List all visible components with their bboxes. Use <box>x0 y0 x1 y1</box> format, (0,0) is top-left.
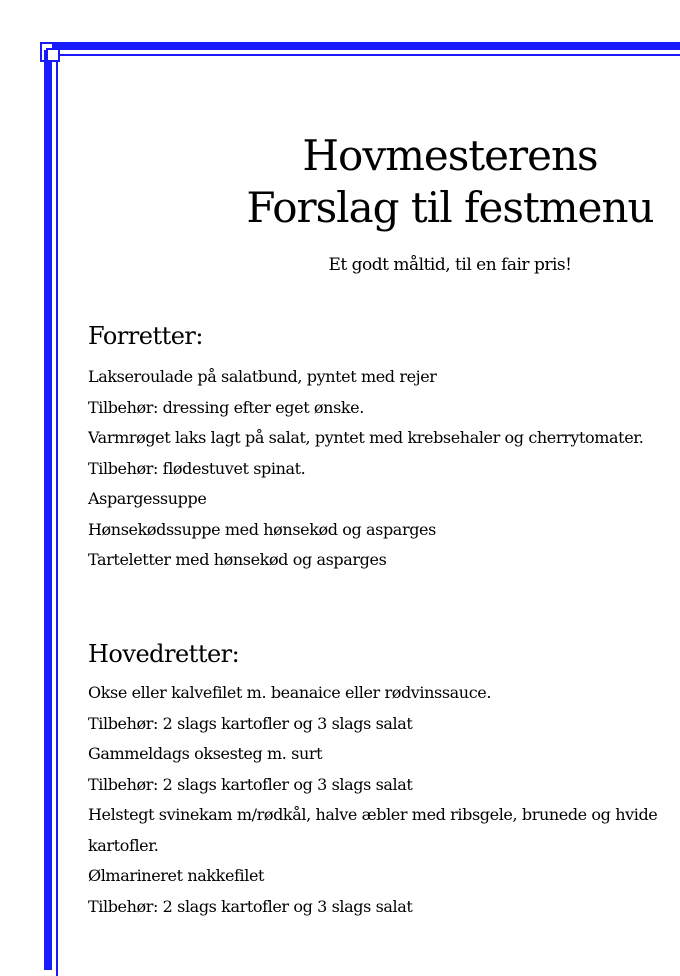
forretter-list <box>88 362 680 576</box>
page-border-top-inner <box>58 54 680 56</box>
list-item: kartofler. <box>88 835 159 855</box>
list-item: Tilbehør: dressing efter eget ønske. <box>88 397 364 417</box>
list-item: Varmrøget laks lagt på salat, pyntet med krebsehaler og cherrytomater. <box>88 428 644 447</box>
page-border-top <box>52 42 680 50</box>
hovedretter-list <box>88 678 680 922</box>
list-item: Aspargessuppe <box>88 489 207 508</box>
title-line-1: Hovmesterens <box>302 131 598 180</box>
list-item: Tilbehør: 2 slags kartofler og 3 slags salat <box>88 774 413 794</box>
page-subtitle: Et godt måltid, til en fair pris! <box>328 255 572 275</box>
list-item: Tilbehør: flødestuvet spinat. <box>88 458 306 478</box>
list-item: Tilbehør: 2 slags kartofler og 3 slags salat <box>88 896 413 916</box>
list-item: Helstegt svinekam m/rødkål, halve æbler med ribsgele, brunede og hvide <box>88 805 658 824</box>
list-item: Lakseroulade på salatbund, pyntet med rejer <box>88 367 437 386</box>
list-item: Gammeldags oksesteg m. surt <box>88 744 323 763</box>
page-border-left <box>44 50 52 970</box>
list-item: Hønsekødssuppe med hønsekød og asparges <box>88 519 436 539</box>
page-border-left-inner <box>56 56 58 976</box>
list-item: Ølmarineret nakkefilet <box>88 866 265 885</box>
list-item: Tilbehør: 2 slags kartofler og 3 slags salat <box>88 713 413 733</box>
title-line-2: Forslag til festmenu <box>246 183 654 232</box>
page-title <box>210 130 680 234</box>
border-corner-ornament-inner <box>46 48 60 62</box>
list-item: Okse eller kalvefilet m. beanaice eller rødvinssauce. <box>88 683 492 702</box>
list-item: Tarteletter med hønsekød og asparges <box>88 550 387 569</box>
section-heading-hovedretter: Hovedretter: <box>88 640 240 668</box>
section-heading-forretter: Forretter: <box>88 322 203 350</box>
